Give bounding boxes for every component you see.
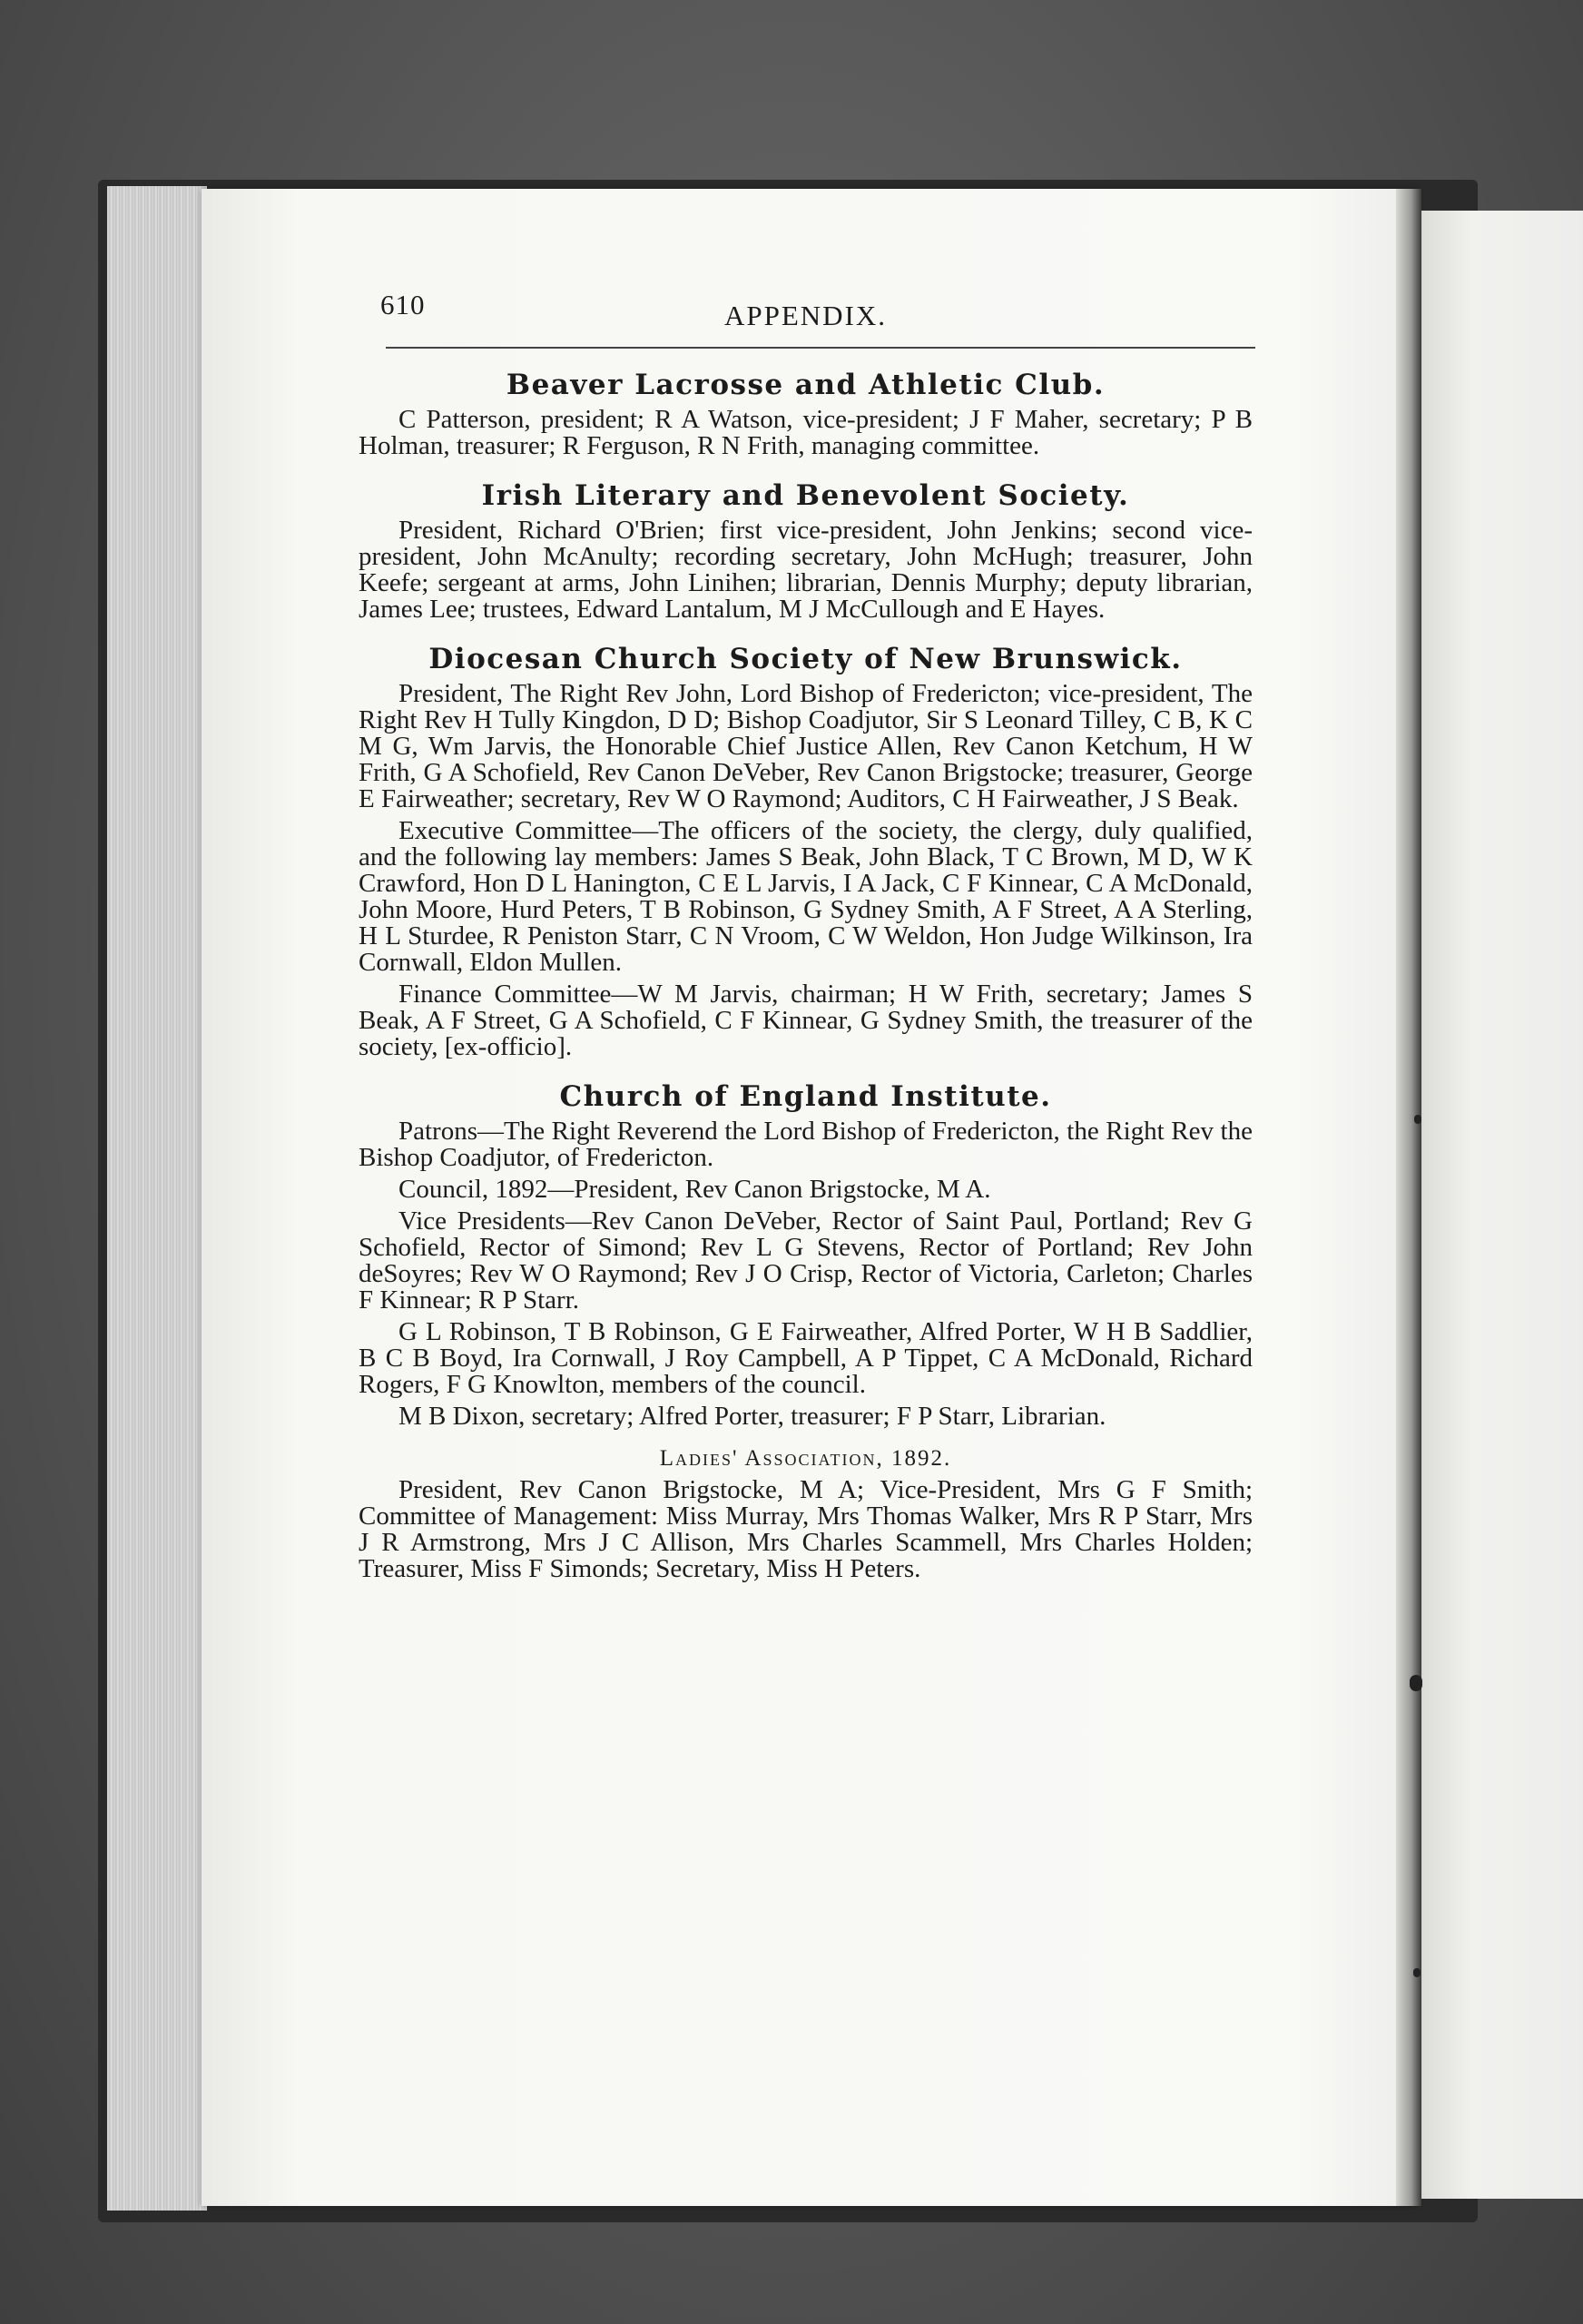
- paragraph: Council, 1892—President, Rev Canon Brigstocke, M A.: [398, 1175, 991, 1204]
- book-gutter: [1396, 189, 1421, 2206]
- section-subtitle: Ladies' Association, 1892.: [659, 1446, 952, 1471]
- binding-thread: [1413, 1968, 1421, 1977]
- paragraph: President, The Right Rev John, Lord Bishop of Fredericton; vice-president, The Right Rev H Tully Kingdon, D D; Bishop Coadjutor, Sir S Leonard Tilley, C B, K C M G, Wm Jarvis, the Honorable Chief Justice Allen, Rev Canon Ketchum, H W Frith, G A Schofield, Rev Canon DeVeber, Rev Canon Brigstocke; treasurer, George E Fairweather; secretary, Rev W O Raymond; Auditors, C H Fairweather, J S Beak.: [359, 679, 1253, 813]
- paragraph: Finance Committee—W M Jarvis, chairman; H W Frith, secretary; James S Beak, A F Street, G A Schofield, C F Kinnear, G Sydney Smith, the treasurer of the society, [ex-officio].: [359, 980, 1253, 1061]
- running-title: APPENDIX.: [723, 300, 888, 331]
- paragraph: C Patterson, president; R A Watson, vice-president; J F Maher, secretary; P B Holman, treasurer; R Ferguson, R N Frith, managing committee.: [359, 405, 1253, 460]
- binding-thread: [1410, 1675, 1422, 1691]
- paragraph: President, Rev Canon Brigstocke, M A; Vice-President, Mrs G F Smith; Committee of Management: Miss Murray, Mrs Thomas Walker, Mrs R P Starr, Mrs J R Armstrong, Mrs J C Allison, Mrs Charles Scammell, Mrs Charles Holden; Treasurer, Miss F Simonds; Secretary, Miss H Peters.: [359, 1475, 1253, 1583]
- section-diocesan-church: [359, 643, 1253, 1060]
- section-irish-literary: [359, 479, 1253, 623]
- section-title: Diocesan Church Society of New Brunswick.: [428, 643, 1183, 675]
- paragraph: Executive Committee—The officers of the society, the clergy, duly qualified, and the following lay members: James S Beak, John Black, T C Brown, M D, W K Crawford, Hon D L Hanington, C E L Jarvis, I A Jack, C F Kinnear, C A McDonald, John Moore, Hurd Peters, T B Robinson, G Sydney Smith, A F Street, A A Sterling, H L Sturdee, R Peniston Starr, C N Vroom, C W Weldon, Hon Judge Wilkinson, Ira Cornwall, Eldon Mullen.: [359, 816, 1253, 977]
- section-church-of-england-institute: [359, 1080, 1253, 1430]
- page-edges: [107, 186, 207, 2211]
- section-title: Irish Literary and Benevolent Society.: [481, 479, 1130, 512]
- page-header: [359, 272, 1253, 331]
- paragraph: President, Richard O'Brien; first vice-president, John Jenkins; second vice-president, John McAnulty; recording secretary, John McHugh; treasurer, John Keefe; sergeant at arms, John Linihen; librarian, Dennis Murphy; deputy librarian, James Lee; trustees, Edward Lantalum, M J McCullough and E Hayes.: [359, 516, 1253, 624]
- paragraph: M B Dixon, secretary; Alfred Porter, treasurer; F P Starr, Librarian.: [398, 1402, 1106, 1431]
- section-ladies-association: [359, 1446, 1253, 1582]
- page-content: [359, 272, 1253, 1582]
- page-number: 610: [380, 289, 426, 320]
- facing-page-edge: [1421, 211, 1583, 2199]
- section-title: Church of England Institute.: [559, 1080, 1052, 1113]
- paragraph: Patrons—The Right Reverend the Lord Bishop of Fredericton, the Right Rev the Bishop Coadjutor, of Fredericton.: [359, 1117, 1253, 1172]
- section-title: Beaver Lacrosse and Athletic Club.: [506, 369, 1106, 401]
- section-beaver-lacrosse: [359, 369, 1253, 459]
- binding-thread: [1414, 1115, 1421, 1124]
- paragraph: Vice Presidents—Rev Canon DeVeber, Rector of Saint Paul, Portland; Rev G Schofield, Rector of Simond; Rev L G Stevens, Rector of Portland; Rev John deSoyres; Rev W O Raymond; Rev J O Crisp, Rector of Victoria, Carleton; Charles F Kinnear; R P Starr.: [359, 1206, 1253, 1315]
- header-rule: [386, 347, 1255, 349]
- paragraph: G L Robinson, T B Robinson, G E Fairweather, Alfred Porter, W H B Saddlier, B C B Boyd, Ira Cornwall, J Roy Campbell, A P Tippet, C A McDonald, Richard Rogers, F G Knowlton, members of the council.: [359, 1317, 1253, 1399]
